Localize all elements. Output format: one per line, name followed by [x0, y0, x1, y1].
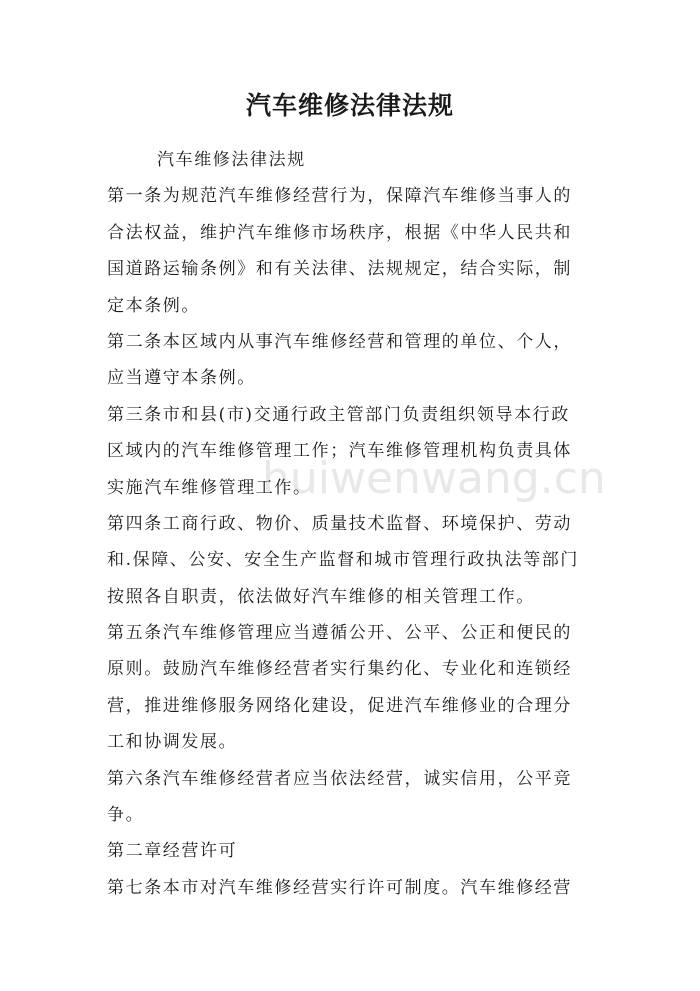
body-line: 定本条例。 [107, 295, 200, 316]
document-body [107, 142, 585, 906]
body-line: 第五条汽车维修管理应当遵循公开、公平、公正和便民的 [107, 623, 572, 644]
body-line: 原则。鼓励汽车维修经营者实行集约化、专业化和连锁经 [107, 659, 572, 680]
body-line: 第六条汽车维修经营者应当依法经营，诚实信用，公平竞 [107, 768, 572, 789]
body-line: 合法权益，维护汽车维修市场秩序，根据《中华人民共和 [107, 222, 572, 243]
body-line: 实施汽车维修管理工作。 [107, 477, 312, 498]
watermark-text: huiwenwang.cn [262, 453, 606, 504]
body-line: 营，推进维修服务网络化建设，促进汽车维修业的合理分 [107, 695, 572, 716]
body-line: 工和协调发展。 [107, 732, 238, 753]
body-line: 汽车维修法律法规 [157, 150, 306, 170]
body-line: 第二条本区域内从事汽车维修经营和管理的单位、个人， [107, 331, 572, 352]
body-line: 争。 [107, 805, 145, 826]
body-line: 应当遵守本条例。 [107, 368, 256, 389]
body-line: 第三条市和县(市)交通行政主管部门负责组织领导本行政 [107, 404, 570, 425]
body-line: 区域内的汽车维修管理工作；汽车维修管理机构负责具体 [107, 441, 572, 462]
body-line: 第一条为规范汽车维修经营行为，保障汽车维修当事人的 [107, 186, 572, 207]
body-line: 第四条工商行政、物价、质量技术监督、环境保护、劳动 [107, 513, 572, 534]
body-line: 按照各自职责，依法做好汽车维修的相关管理工作。 [107, 586, 535, 607]
body-line: 第七条本市对汽车维修经营实行许可制度。汽车维修经营 [107, 877, 572, 898]
body-line: 第二章经营许可 [107, 841, 238, 862]
body-line: 国道路运输条例》和有关法律、法规规定，结合实际，制 [107, 259, 572, 280]
body-line: 和.保障、公安、安全生产监督和城市管理行政执法等部门 [107, 550, 580, 571]
document-title: 汽车维修法律法规 [245, 91, 454, 120]
